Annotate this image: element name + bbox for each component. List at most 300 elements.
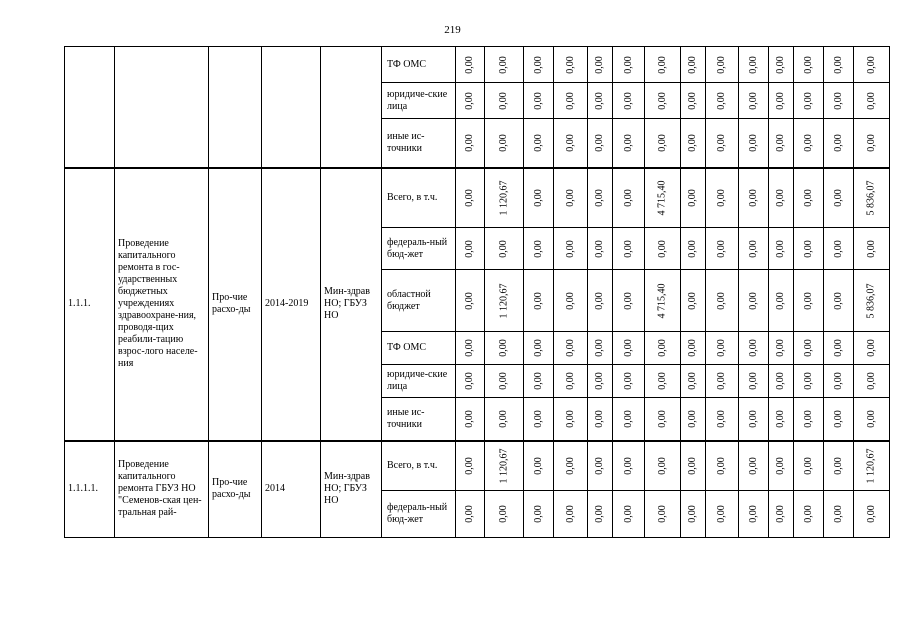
amount-cell [681, 47, 706, 83]
amount-value: 0,00 [656, 505, 668, 523]
amount-value: 1 120,67 [498, 180, 509, 216]
amount-cell [645, 228, 681, 270]
funding-source: федераль-ный бюд-жет [382, 491, 456, 538]
amount-cell [854, 398, 890, 441]
amount-cell [854, 270, 890, 332]
amount-value: 0,00 [532, 505, 544, 523]
amount-value: 0,00 [775, 134, 786, 152]
amount-value: 0,00 [687, 55, 698, 74]
amount-value: 0,00 [656, 55, 668, 74]
amount-cell [456, 168, 485, 228]
table-row [65, 168, 890, 228]
amount-value: 0,00 [802, 291, 814, 310]
amount-value: 0,00 [622, 134, 634, 152]
amount-value: 0,00 [865, 339, 877, 357]
amount-value: 0,00 [564, 457, 576, 475]
amount-cell [854, 119, 890, 168]
amount-value: 0,00 [832, 410, 844, 428]
amount-value: 0,00 [716, 189, 727, 207]
period: 2014-2019 [262, 168, 321, 441]
amount-cell [485, 119, 524, 168]
amount-cell [554, 83, 588, 119]
table-row [65, 47, 890, 83]
amount-value: 0,00 [832, 505, 844, 523]
amount-value: 0,00 [498, 134, 509, 152]
amount-cell [794, 332, 824, 365]
amount-cell [456, 83, 485, 119]
amount-cell [681, 270, 706, 332]
amount-value: 0,00 [865, 134, 877, 152]
amount-value: 0,00 [464, 55, 475, 74]
funding-source: ТФ ОМС [382, 332, 456, 365]
amount-value: 0,00 [802, 55, 814, 74]
amount-cell [524, 491, 554, 538]
amount-value: 0,00 [775, 457, 786, 475]
amount-value: 0,00 [832, 134, 844, 152]
amount-cell [681, 228, 706, 270]
amount-value: 0,00 [865, 55, 877, 74]
amount-value: 0,00 [775, 55, 786, 74]
amount-value: 0,00 [564, 91, 576, 110]
amount-cell [524, 398, 554, 441]
amount-cell [485, 168, 524, 228]
amount-cell [794, 441, 824, 491]
amount-value: 0,00 [498, 55, 509, 74]
amount-value: 0,00 [832, 291, 844, 310]
amount-value: 0,00 [775, 189, 786, 207]
amount-cell [613, 365, 645, 398]
amount-cell [769, 47, 794, 83]
amount-value: 0,00 [594, 239, 605, 258]
amount-cell [769, 365, 794, 398]
amount-cell [613, 491, 645, 538]
amount-cell [739, 228, 769, 270]
amount-value: 0,00 [594, 291, 605, 310]
amount-value: 0,00 [532, 91, 544, 110]
amount-cell [485, 332, 524, 365]
amount-cell [588, 332, 613, 365]
amount-cell [794, 168, 824, 228]
amount-value: 0,00 [594, 372, 605, 390]
amount-cell [706, 332, 739, 365]
amount-cell [554, 168, 588, 228]
amount-value: 0,00 [464, 134, 475, 152]
amount-value: 0,00 [622, 239, 634, 258]
amount-cell [769, 398, 794, 441]
amount-cell [456, 441, 485, 491]
row-name [115, 47, 209, 168]
amount-value: 0,00 [775, 372, 786, 390]
amount-value: 0,00 [532, 339, 544, 357]
amount-cell [739, 491, 769, 538]
amount-cell [554, 270, 588, 332]
amount-value: 0,00 [498, 91, 509, 110]
amount-cell [769, 332, 794, 365]
amount-cell [854, 168, 890, 228]
amount-cell [706, 398, 739, 441]
amount-value: 0,00 [564, 410, 576, 428]
amount-value: 0,00 [564, 339, 576, 357]
amount-value: 0,00 [532, 134, 544, 152]
amount-cell [645, 270, 681, 332]
amount-value: 0,00 [656, 91, 668, 110]
amount-cell [794, 119, 824, 168]
amount-cell [554, 47, 588, 83]
funding-source: Всего, в т.ч. [382, 168, 456, 228]
amount-cell [824, 228, 854, 270]
amount-cell [681, 83, 706, 119]
amount-cell [824, 270, 854, 332]
amount-value: 0,00 [687, 291, 698, 310]
amount-cell [613, 119, 645, 168]
funding-source: ТФ ОМС [382, 47, 456, 83]
amount-cell [824, 47, 854, 83]
row-code [65, 47, 115, 168]
amount-value: 0,00 [832, 372, 844, 390]
executor: Мин-здрав НО; ГБУЗ НО [321, 441, 382, 538]
amount-value: 0,00 [532, 189, 544, 207]
amount-value: 0,00 [656, 372, 668, 390]
amount-value: 0,00 [747, 372, 759, 390]
funding-source: областной бюджет [382, 270, 456, 332]
amount-cell [645, 441, 681, 491]
amount-value: 0,00 [532, 372, 544, 390]
amount-value: 1 120,67 [498, 448, 509, 484]
amount-value: 0,00 [564, 505, 576, 523]
amount-cell [681, 332, 706, 365]
amount-value: 0,00 [564, 55, 576, 74]
amount-cell [769, 270, 794, 332]
amount-value: 0,00 [464, 189, 475, 207]
amount-value: 0,00 [802, 410, 814, 428]
amount-cell [588, 83, 613, 119]
amount-cell [613, 83, 645, 119]
row-code: 1.1.1.1. [65, 441, 115, 538]
amount-value: 0,00 [622, 372, 634, 390]
funding-source: иные ис-точники [382, 398, 456, 441]
amount-cell [588, 365, 613, 398]
amount-value: 0,00 [464, 239, 475, 258]
amount-cell [824, 168, 854, 228]
amount-cell [854, 228, 890, 270]
amount-cell [524, 228, 554, 270]
amount-cell [824, 398, 854, 441]
row-name: Проведение капитального ремонта ГБУЗ НО "Семенов-ская цен-тральная рай- [115, 441, 209, 538]
amount-cell [613, 47, 645, 83]
amount-value: 0,00 [747, 189, 759, 207]
amount-value: 0,00 [802, 457, 814, 475]
amount-value: 4 715,40 [656, 180, 668, 216]
amount-cell [854, 491, 890, 538]
amount-value: 0,00 [832, 91, 844, 110]
amount-cell [554, 228, 588, 270]
amount-cell [794, 491, 824, 538]
amount-value: 0,00 [865, 410, 877, 428]
amount-cell [456, 119, 485, 168]
amount-cell [554, 491, 588, 538]
amount-value: 5 836,07 [865, 180, 877, 216]
amount-value: 0,00 [687, 410, 698, 428]
amount-cell [485, 228, 524, 270]
amount-cell [645, 365, 681, 398]
amount-cell [456, 332, 485, 365]
amount-cell [645, 47, 681, 83]
amount-value: 0,00 [464, 339, 475, 357]
amount-cell [854, 83, 890, 119]
amount-value: 0,00 [865, 372, 877, 390]
amount-cell [681, 491, 706, 538]
amount-value: 0,00 [832, 189, 844, 207]
amount-cell [706, 119, 739, 168]
page-number: 219 [444, 24, 461, 36]
amount-cell [524, 365, 554, 398]
amount-cell [681, 168, 706, 228]
amount-value: 0,00 [747, 410, 759, 428]
amount-cell [739, 83, 769, 119]
amount-value: 0,00 [716, 55, 727, 74]
amount-value: 0,00 [622, 339, 634, 357]
amount-cell [739, 270, 769, 332]
amount-cell [794, 365, 824, 398]
amount-value: 0,00 [775, 91, 786, 110]
amount-cell [706, 270, 739, 332]
amount-cell [456, 365, 485, 398]
amount-value: 0,00 [775, 239, 786, 258]
amount-cell [613, 270, 645, 332]
amount-value: 0,00 [532, 239, 544, 258]
amount-cell [645, 83, 681, 119]
amount-value: 0,00 [464, 505, 475, 523]
amount-value: 0,00 [564, 291, 576, 310]
amount-value: 0,00 [656, 410, 668, 428]
amount-value: 0,00 [622, 55, 634, 74]
amount-cell [645, 332, 681, 365]
amount-cell [739, 168, 769, 228]
amount-value: 0,00 [687, 457, 698, 475]
amount-value: 0,00 [716, 457, 727, 475]
amount-cell [588, 491, 613, 538]
amount-value: 0,00 [716, 291, 727, 310]
amount-value: 0,00 [802, 134, 814, 152]
amount-cell [554, 119, 588, 168]
amount-value: 0,00 [865, 91, 877, 110]
amount-value: 0,00 [687, 505, 698, 523]
amount-value: 0,00 [622, 189, 634, 207]
amount-value: 0,00 [747, 55, 759, 74]
amount-value: 0,00 [594, 189, 605, 207]
amount-cell [824, 332, 854, 365]
amount-value: 0,00 [564, 189, 576, 207]
amount-value: 4 715,40 [656, 283, 668, 318]
amount-value: 0,00 [656, 239, 668, 258]
amount-value: 0,00 [532, 55, 544, 74]
amount-cell [588, 441, 613, 491]
expense-type: Про-чие расхо-ды [209, 168, 262, 441]
amount-cell [681, 119, 706, 168]
amount-cell [588, 47, 613, 83]
row-name: Проведение капитального ремонта в гос-ударственных бюджетных учреждениях здравоохране-ния, проводя-щих реабили-тацию взрос-лого населе-ния [115, 168, 209, 441]
amount-value: 0,00 [775, 291, 786, 310]
amount-value: 0,00 [594, 505, 605, 523]
amount-value: 0,00 [687, 372, 698, 390]
amount-cell [794, 398, 824, 441]
amount-value: 5 836,07 [865, 283, 877, 318]
amount-value: 0,00 [775, 410, 786, 428]
amount-cell [794, 83, 824, 119]
amount-cell [739, 365, 769, 398]
amount-cell [485, 83, 524, 119]
amount-cell [554, 398, 588, 441]
amount-value: 0,00 [747, 91, 759, 110]
amount-cell [456, 47, 485, 83]
amount-value: 0,00 [716, 372, 727, 390]
amount-value: 0,00 [832, 457, 844, 475]
amount-cell [794, 47, 824, 83]
amount-cell [794, 228, 824, 270]
amount-value: 0,00 [716, 134, 727, 152]
amount-value: 0,00 [716, 339, 727, 357]
amount-cell [706, 491, 739, 538]
period: 2014 [262, 441, 321, 538]
amount-value: 0,00 [464, 410, 475, 428]
amount-value: 0,00 [775, 339, 786, 357]
amount-cell [524, 168, 554, 228]
amount-cell [706, 47, 739, 83]
amount-value: 0,00 [687, 91, 698, 110]
funding-source: юридиче-ские лица [382, 83, 456, 119]
amount-value: 0,00 [802, 372, 814, 390]
amount-value: 1 120,67 [498, 283, 509, 318]
amount-cell [456, 398, 485, 441]
amount-value: 0,00 [747, 239, 759, 258]
amount-cell [854, 332, 890, 365]
amount-value: 0,00 [802, 91, 814, 110]
amount-value: 0,00 [775, 505, 786, 523]
amount-cell [854, 441, 890, 491]
funding-source: Всего, в т.ч. [382, 441, 456, 491]
amount-cell [485, 441, 524, 491]
amount-value: 0,00 [716, 505, 727, 523]
amount-cell [524, 270, 554, 332]
amount-cell [769, 491, 794, 538]
amount-value: 0,00 [687, 339, 698, 357]
amount-value: 0,00 [594, 134, 605, 152]
amount-cell [824, 441, 854, 491]
budget-table [64, 46, 890, 538]
amount-value: 0,00 [687, 134, 698, 152]
amount-value: 0,00 [747, 339, 759, 357]
amount-cell [588, 398, 613, 441]
amount-cell [706, 83, 739, 119]
amount-value: 0,00 [464, 457, 475, 475]
amount-cell [739, 441, 769, 491]
amount-cell [645, 398, 681, 441]
amount-cell [485, 491, 524, 538]
funding-source: иные ис-точники [382, 119, 456, 168]
amount-value: 0,00 [498, 372, 509, 390]
expense-type [209, 47, 262, 168]
amount-value: 0,00 [564, 239, 576, 258]
amount-cell [739, 119, 769, 168]
amount-cell [645, 119, 681, 168]
amount-cell [794, 270, 824, 332]
amount-value: 0,00 [865, 505, 877, 523]
amount-cell [485, 398, 524, 441]
amount-value: 0,00 [622, 291, 634, 310]
amount-value: 0,00 [498, 239, 509, 258]
amount-value: 0,00 [464, 91, 475, 110]
expense-type: Про-чие расхо-ды [209, 441, 262, 538]
amount-value: 0,00 [464, 372, 475, 390]
amount-value: 0,00 [656, 339, 668, 357]
amount-value: 0,00 [802, 189, 814, 207]
amount-value: 0,00 [747, 457, 759, 475]
amount-value: 0,00 [498, 505, 509, 523]
amount-cell [613, 168, 645, 228]
amount-value: 0,00 [716, 239, 727, 258]
amount-value: 0,00 [802, 505, 814, 523]
amount-value: 0,00 [832, 239, 844, 258]
amount-cell [769, 441, 794, 491]
amount-cell [824, 365, 854, 398]
amount-cell [554, 332, 588, 365]
amount-cell [645, 491, 681, 538]
amount-value: 0,00 [564, 372, 576, 390]
amount-cell [485, 270, 524, 332]
executor: Мин-здрав НО; ГБУЗ НО [321, 168, 382, 441]
amount-value: 0,00 [865, 239, 877, 258]
row-code: 1.1.1. [65, 168, 115, 441]
amount-cell [706, 365, 739, 398]
amount-value: 0,00 [747, 505, 759, 523]
amount-value: 0,00 [594, 55, 605, 74]
amount-cell [524, 119, 554, 168]
amount-value: 0,00 [802, 239, 814, 258]
amount-value: 0,00 [594, 410, 605, 428]
amount-cell [485, 47, 524, 83]
amount-value: 0,00 [532, 291, 544, 310]
amount-cell [554, 441, 588, 491]
amount-cell [645, 168, 681, 228]
amount-value: 0,00 [498, 410, 509, 428]
period [262, 47, 321, 168]
amount-value: 0,00 [498, 339, 509, 357]
amount-cell [588, 228, 613, 270]
amount-value: 0,00 [532, 410, 544, 428]
amount-value: 0,00 [594, 457, 605, 475]
executor [321, 47, 382, 168]
amount-value: 0,00 [656, 134, 668, 152]
amount-cell [824, 491, 854, 538]
amount-value: 0,00 [564, 134, 576, 152]
amount-cell [769, 119, 794, 168]
amount-value: 0,00 [622, 457, 634, 475]
amount-value: 0,00 [832, 339, 844, 357]
amount-cell [456, 270, 485, 332]
amount-cell [613, 228, 645, 270]
amount-cell [739, 398, 769, 441]
table-row [65, 441, 890, 491]
amount-cell [739, 332, 769, 365]
amount-cell [706, 228, 739, 270]
amount-cell [854, 47, 890, 83]
amount-value: 0,00 [802, 339, 814, 357]
amount-value: 0,00 [716, 410, 727, 428]
amount-cell [456, 228, 485, 270]
amount-cell [824, 83, 854, 119]
amount-cell [613, 441, 645, 491]
amount-value: 0,00 [622, 505, 634, 523]
